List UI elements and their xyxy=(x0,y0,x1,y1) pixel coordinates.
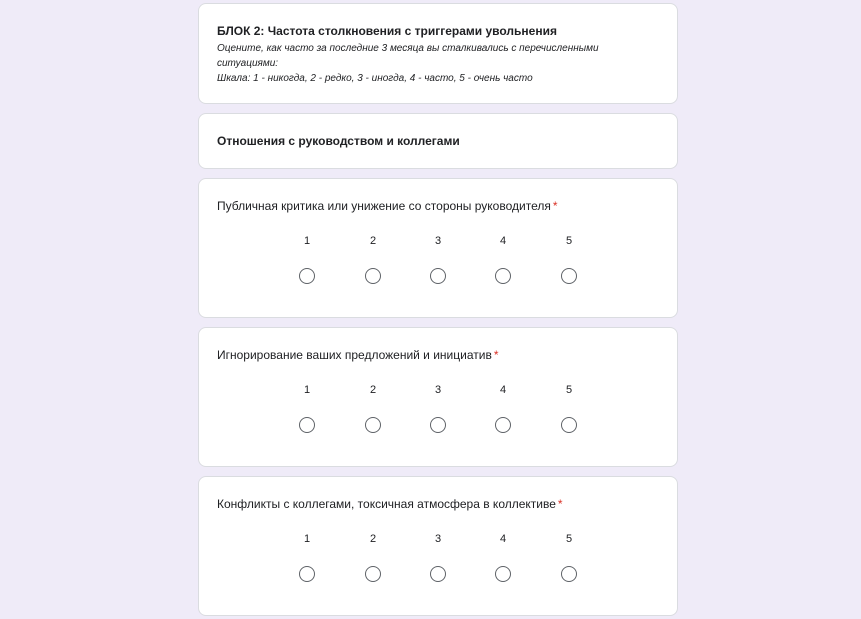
radio-button[interactable] xyxy=(430,268,446,284)
scale-label: 4 xyxy=(499,235,507,247)
linear-scale xyxy=(274,383,604,443)
scale-option-2[interactable] xyxy=(343,383,403,443)
block-title: БЛОК 2: Частота столкновения с триггерами увольнения xyxy=(217,24,557,38)
radio-button[interactable] xyxy=(561,417,577,433)
question-text: Игнорирование ваших предложений и инициатив xyxy=(217,348,492,362)
scale-label: 3 xyxy=(434,384,442,396)
required-asterisk: * xyxy=(493,348,499,362)
linear-scale xyxy=(274,234,604,294)
scale-option-2[interactable] xyxy=(343,234,403,294)
scale-label: 1 xyxy=(303,533,311,545)
scale-option-5[interactable] xyxy=(539,383,599,443)
scale-label: 2 xyxy=(369,533,377,545)
scale-option-1[interactable] xyxy=(277,234,337,294)
radio-button[interactable] xyxy=(299,417,315,433)
scale-option-3[interactable] xyxy=(408,234,468,294)
scale-option-5[interactable] xyxy=(539,234,599,294)
radio-button[interactable] xyxy=(365,417,381,433)
radio-button[interactable] xyxy=(561,566,577,582)
scale-label: 4 xyxy=(499,533,507,545)
section-title: Отношения с руководством и коллегами xyxy=(217,134,460,148)
radio-button[interactable] xyxy=(495,566,511,582)
required-asterisk: * xyxy=(557,497,563,511)
scale-option-4[interactable] xyxy=(473,383,533,443)
block-scale-legend: Шкала: 1 - никогда, 2 - редко, 3 - иногда, 4 - часто, 5 - очень часто xyxy=(217,73,533,84)
linear-scale xyxy=(274,532,604,592)
radio-button[interactable] xyxy=(495,268,511,284)
question-card-3 xyxy=(198,476,678,616)
radio-button[interactable] xyxy=(495,417,511,433)
question-card-1 xyxy=(198,178,678,318)
block-instruction: Оцените, как часто за последние 3 месяца вы сталкивались с перечисленными ситуациями: xyxy=(217,43,599,69)
scale-option-1[interactable] xyxy=(277,532,337,592)
scale-option-3[interactable] xyxy=(408,532,468,592)
scale-option-4[interactable] xyxy=(473,234,533,294)
radio-button[interactable] xyxy=(561,268,577,284)
radio-button[interactable] xyxy=(299,268,315,284)
question-title xyxy=(217,497,659,512)
scale-option-2[interactable] xyxy=(343,532,403,592)
scale-label: 4 xyxy=(499,384,507,396)
question-text: Публичная критика или унижение со стороны руководителя xyxy=(217,199,551,213)
radio-button[interactable] xyxy=(299,566,315,582)
scale-label: 5 xyxy=(565,384,573,396)
scale-label: 2 xyxy=(369,384,377,396)
radio-button[interactable] xyxy=(365,268,381,284)
question-title xyxy=(217,348,659,363)
radio-button[interactable] xyxy=(365,566,381,582)
block-header-card xyxy=(198,3,678,104)
scale-label: 3 xyxy=(434,235,442,247)
question-title xyxy=(217,199,659,214)
scale-option-1[interactable] xyxy=(277,383,337,443)
scale-label: 2 xyxy=(369,235,377,247)
scale-label: 1 xyxy=(303,235,311,247)
scale-label: 5 xyxy=(565,235,573,247)
scale-option-4[interactable] xyxy=(473,532,533,592)
scale-option-5[interactable] xyxy=(539,532,599,592)
scale-label: 3 xyxy=(434,533,442,545)
question-card-2 xyxy=(198,327,678,467)
scale-label: 5 xyxy=(565,533,573,545)
radio-button[interactable] xyxy=(430,417,446,433)
required-asterisk: * xyxy=(552,199,558,213)
scale-label: 1 xyxy=(303,384,311,396)
section-header-card xyxy=(198,113,678,169)
scale-option-3[interactable] xyxy=(408,383,468,443)
radio-button[interactable] xyxy=(430,566,446,582)
question-text: Конфликты с коллегами, токсичная атмосфера в коллективе xyxy=(217,497,556,511)
